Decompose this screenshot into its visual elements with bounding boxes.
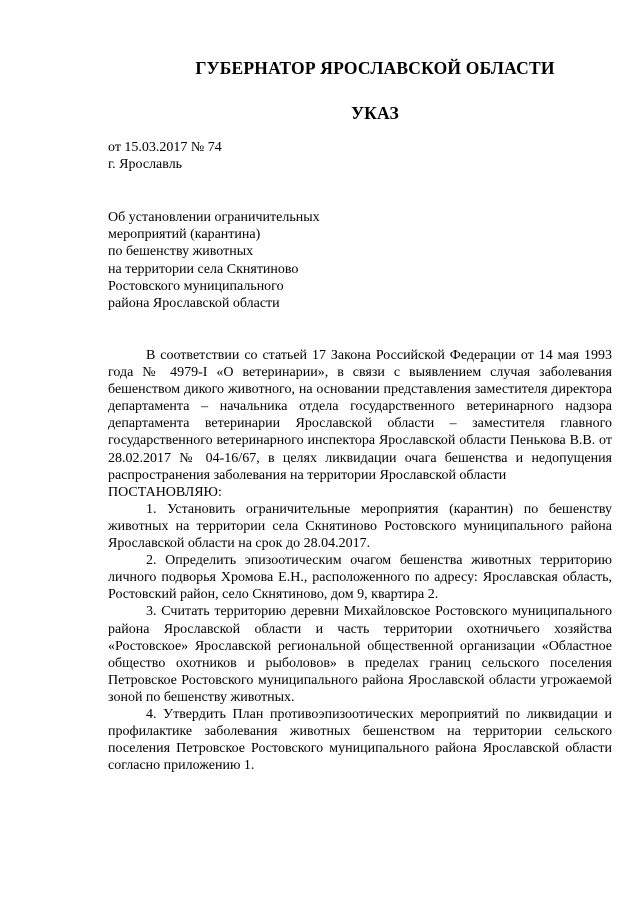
subject-line: мероприятий (карантина) xyxy=(108,227,261,243)
issuing-authority: ГУБЕРНАТОР ЯРОСЛАВСКОЙ ОБЛАСТИ xyxy=(195,58,555,78)
document-meta xyxy=(108,139,222,173)
subject-line: района Ярославской области xyxy=(108,296,280,312)
preamble-paragraph: В соответствии со статьей 17 Закона Российской Федерации от 14 мая 1993 года № 4979-I «О ветеринарии», в связи с выявлением случая заболевания бешенством дикого животного, на основании представления заместителя директора департамента – начальника отдела государственного ветеринарного надзора департамента ветеринарии Ярославской области – заместителя главного государственного ветеринарного инспектора Ярославской области Пенькова В.В. от 28.02.2017 № 04-16/67, в целях ликвидации очага бешенства и недопущения распространения заболевания на территории Ярославской области xyxy=(108,348,612,483)
decree-item-1: 1. Установить ограничительные мероприятия (карантин) по бешенству животных на территории села Скнятиново Ростовского муниципального района Ярославской области на срок до 28.04.2017. xyxy=(108,501,612,552)
decree-body xyxy=(108,347,612,774)
decree-item-2: 2. Определить эпизоотическим очагом бешенства животных территорию личного подворья Хромова Е.Н., расположенного по адресу: Ярославская область, Ростовский район, село Скнятиново, дом 9, квартира 2. xyxy=(108,553,612,603)
date-and-number: от 15.03.2017 № 74 xyxy=(108,140,222,155)
subject-line: по бешенству животных xyxy=(108,244,254,260)
city: г. Ярославль xyxy=(108,157,183,172)
subject-line: Ростовского муниципального xyxy=(108,278,284,294)
subject-line: Об установлении ограничительных xyxy=(108,210,320,225)
decree-item-3: 3. Считать территорию деревни Михайловское Ростовского муниципального района Ярославской области и часть территории охотничьего хозяйства «Ростовское» Ярославской региональной общественной организации «Областное общество охотников и рыболовов» в пределах границ сельского поселения Петровское Ростовского муниципального района Ярославской области угрожаемой зоной по бешенству животных. xyxy=(108,604,612,705)
document-type: УКАЗ xyxy=(351,103,399,123)
decree-word: ПОСТАНОВЛЯЮ: xyxy=(108,484,222,500)
decree-item-4: 4. Утвердить План противоэпизоотических мероприятий по ликвидации и профилактике заболевания животных бешенством на территории сельского поселения Петровское Ростовского муниципального района Ярославской области согласно приложению 1. xyxy=(108,706,612,774)
decree-subject xyxy=(108,209,320,312)
subject-line: на территории села Скнятиново xyxy=(108,261,299,277)
